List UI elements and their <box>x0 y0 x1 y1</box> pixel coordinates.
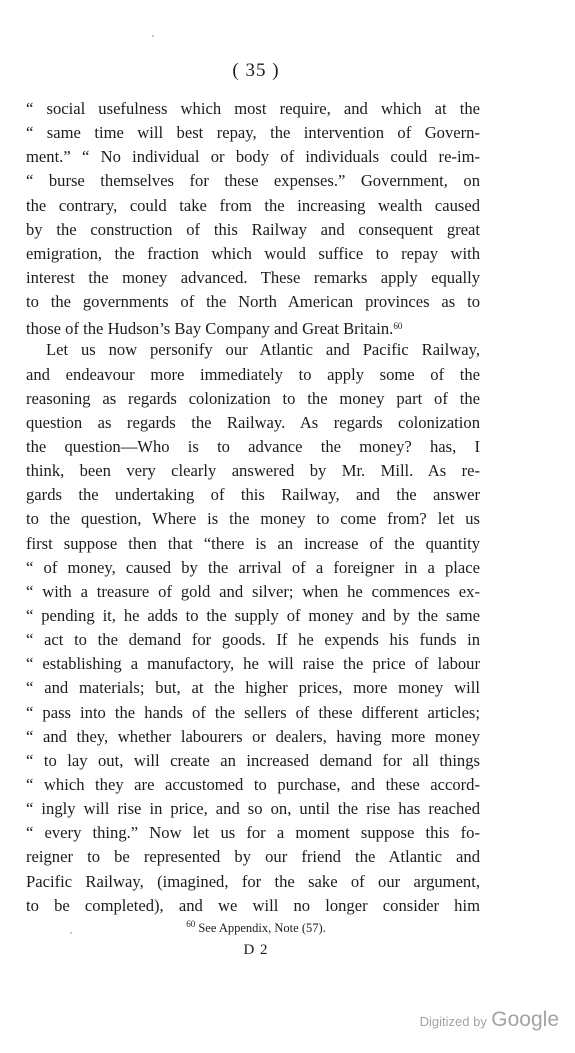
text-line <box>26 387 480 411</box>
text-line <box>26 749 480 773</box>
text-line <box>26 266 480 290</box>
text-line <box>26 725 480 749</box>
text-line-content: to the governments of the North American provinces as to <box>26 292 480 312</box>
text-line-content: the question—Who is to advance the money? has, I <box>26 436 480 456</box>
footnote-number: 60 <box>186 919 196 929</box>
text-line <box>26 194 480 218</box>
text-line-content: “ establishing a manufactory, he will raise the price of labour <box>26 654 480 674</box>
watermark-prefix: Digitized by <box>419 1014 487 1029</box>
text-line-content: “ burse themselves for these expenses.” Government, on <box>26 171 480 191</box>
text-line <box>26 314 480 338</box>
text-line <box>26 580 480 604</box>
text-line-content: emigration, the fraction which would suffice to repay with <box>26 243 480 263</box>
text-line-content: “ act to the demand for goods. If he expends his funds in <box>26 630 480 650</box>
text-line <box>26 676 480 700</box>
text-line <box>26 363 480 387</box>
text-line <box>26 121 480 145</box>
text-line <box>26 604 480 628</box>
text-line-content: and endeavour more immediately to apply some of the <box>26 364 480 384</box>
text-line <box>26 821 480 845</box>
text-line <box>26 797 480 821</box>
text-line-content: reigner to be represented by our friend the Atlantic and <box>26 847 480 867</box>
text-line-content: interest the money advanced. These remarks apply equally <box>26 267 480 287</box>
text-line <box>26 218 480 242</box>
text-line-content: by the construction of this Railway and consequent great <box>26 219 480 239</box>
text-line-content: reasoning as regards colonization to the money part of the <box>26 388 480 408</box>
text-line-content: “ pending it, he adds to the supply of money and by the same <box>26 605 480 625</box>
text-line <box>26 411 480 435</box>
body-text <box>26 97 480 918</box>
text-line-content: “ same time will best repay, the intervention of Govern- <box>26 123 480 143</box>
text-line-content: ment.” “ No individual or body of individuals could re-im- <box>26 147 480 167</box>
text-line-content: question as regards the Railway. As regards colonization <box>26 412 480 432</box>
text-line-content: to be completed), and we will no longer consider him <box>26 895 480 915</box>
text-line <box>26 507 480 531</box>
digitized-watermark <box>420 1008 559 1032</box>
text-line-content: the contrary, could take from the increasing wealth caused <box>26 195 480 215</box>
footnote <box>0 919 512 936</box>
text-line-content: to the question, Where is the money to come from? let us <box>26 509 480 529</box>
text-line <box>26 701 480 725</box>
text-line-content: “ every thing.” Now let us for a moment suppose this fo- <box>26 823 480 843</box>
text-line <box>26 242 480 266</box>
text-line-content: “ and materials; but, at the higher prices, more money will <box>26 678 480 698</box>
signature-mark: D 2 <box>243 942 269 958</box>
text-line <box>26 435 480 459</box>
text-line <box>26 459 480 483</box>
text-line <box>26 145 480 169</box>
text-line-content: “ pass into the hands of the sellers of these different articles; <box>26 702 480 722</box>
watermark-brand: Google <box>491 1008 559 1031</box>
page-number: ( 35 ) <box>232 60 280 81</box>
text-line <box>26 773 480 797</box>
text-line-content: “ to lay out, will create an increased demand for all things <box>26 750 480 770</box>
text-line <box>26 556 480 580</box>
text-line-content: “ and they, whether labourers or dealers, having more money <box>26 726 480 746</box>
text-line-content: Pacific Railway, (imagined, for the sake of our argument, <box>26 871 480 891</box>
text-line-content: “ ingly will rise in price, and so on, until the rise has reached <box>26 799 480 819</box>
text-line <box>26 532 480 556</box>
text-line-content: “ which they are accustomed to purchase, and these accord- <box>26 774 480 794</box>
footnote-text: See Appendix, Note (57). <box>198 921 326 935</box>
footnote-reference: 60 <box>393 321 403 332</box>
text-line <box>26 97 480 121</box>
text-line-content: those of the Hudson’s Bay Company and Great Britain. <box>26 319 394 339</box>
text-line-content: Let us now personify our Atlantic and Pacific Railway, <box>46 340 480 360</box>
text-line-content: think, been very clearly answered by Mr. Mill. As re- <box>26 461 480 481</box>
text-line <box>26 845 480 869</box>
text-line-content: “ of money, caused by the arrival of a foreigner in a place <box>26 557 480 577</box>
text-line <box>26 169 480 193</box>
text-line <box>26 894 480 918</box>
text-line <box>26 628 480 652</box>
paper-speck <box>152 35 154 37</box>
text-line <box>26 870 480 894</box>
text-line <box>26 652 480 676</box>
text-line-content: first suppose then that “there is an increase of the quantity <box>26 533 480 553</box>
text-line-content: gards the undertaking of this Railway, and the answer <box>26 485 480 505</box>
text-line <box>26 290 480 314</box>
text-line-content: “ social usefulness which most require, and which at the <box>26 99 480 118</box>
text-line-content: “ with a treasure of gold and silver; when he commences ex- <box>26 581 480 601</box>
text-line <box>26 483 480 507</box>
text-line <box>26 338 480 362</box>
